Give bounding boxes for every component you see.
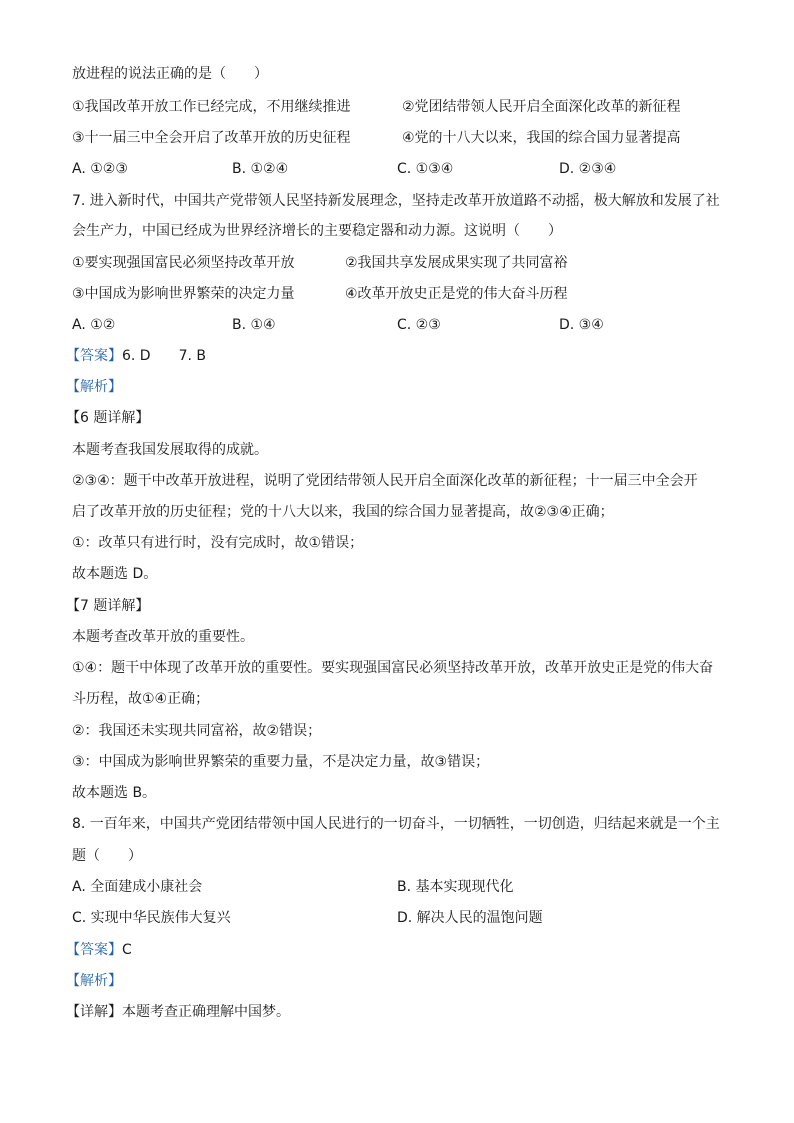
analysis-label-6-7: 【解析】 xyxy=(66,379,122,395)
q7-option-c: C. ②③ xyxy=(397,317,441,333)
detail-8-text: 本题考查正确理解中国梦。 xyxy=(122,1004,290,1020)
q8-option-c: C. 实现中华民族伟大复兴 xyxy=(72,910,231,926)
q6-option-d: D. ②③④ xyxy=(559,161,617,177)
answer-6-7 xyxy=(66,346,206,366)
detail-8 xyxy=(66,1002,290,1022)
q7-option-b: B. ①④ xyxy=(232,317,276,333)
q7-option-d: D. ③④ xyxy=(559,317,604,333)
q6-option-a: A. ①②③ xyxy=(72,161,128,177)
answer-label: 【答案】 xyxy=(66,348,122,364)
q6-option-b: B. ①②④ xyxy=(232,161,289,177)
q7-statement-3: ③中国成为影响世界繁荣的决定力量 xyxy=(72,286,295,302)
q6-statement-2: ②党团结带领人民开启全面深化改革的新征程 xyxy=(402,99,681,115)
q8-option-a: A. 全面建成小康社会 xyxy=(72,879,203,895)
q8-option-d: D. 解决人民的温饱问题 xyxy=(397,910,543,926)
detail-6-heading: 【6 题详解】 xyxy=(66,410,150,426)
detail-8-label: 【详解】 xyxy=(66,1004,122,1020)
detail-6-line: ①：改革只有进行时，没有完成时，故①错误； xyxy=(72,535,364,551)
detail-7-line: 斗历程，故①④正确； xyxy=(72,691,210,707)
q7-stem-line-2: 会生产力，中国已经成为世界经济增长的主要稳定器和动力源。这说明（ ） xyxy=(72,223,562,239)
q7-statement-2: ②我国共享发展成果实现了共同富裕 xyxy=(345,255,568,271)
detail-7-line: 故本题选 B。 xyxy=(72,785,157,801)
q6-statement-3: ③十一届三中全会开启了改革开放的历史征程 xyxy=(72,130,351,146)
detail-7-heading: 【7 题详解】 xyxy=(66,598,150,614)
answer-text: 6. D 7. B xyxy=(122,348,206,364)
q8-option-b: B. 基本实现现代化 xyxy=(397,879,514,895)
q6-option-c: C. ①③④ xyxy=(397,161,454,177)
q7-options xyxy=(72,315,722,335)
q6-statement-1: ①我国改革开放工作已经完成，不用继续推进 xyxy=(72,99,351,115)
q6-stem: 放进程的说法正确的是（ ） xyxy=(72,66,268,82)
q7-statement-1: ①要实现强国富民必须坚持改革开放 xyxy=(72,255,295,271)
detail-7-line: 本题考查改革开放的重要性。 xyxy=(72,629,254,645)
answer-text: C xyxy=(122,942,132,958)
detail-7-line: ②：我国还未实现共同富裕，故②错误； xyxy=(72,723,322,739)
q7-stem-line-1: 7. 进入新时代，中国共产党带领人民坚持新发展理念，坚持走改革开放道路不动摇，极大解放和发展了社 xyxy=(72,193,720,209)
answer-8 xyxy=(66,940,132,960)
q6-statement-4: ④党的十八大以来，我国的综合国力显著提高 xyxy=(402,130,681,146)
q8-stem-line-1: 8. 一百年来，中国共产党团结带领中国人民进行的一切奋斗，一切牺牲，一切创造，归结起来就是一个主 xyxy=(72,816,720,832)
detail-6-line: 本题考查我国发展取得的成就。 xyxy=(72,442,268,458)
detail-7-line: ③：中国成为影响世界繁荣的重要力量，不是决定力量，故③错误； xyxy=(72,754,490,770)
detail-7-line: ①④：题干中体现了改革开放的重要性。要实现强国富民必须坚持改革开放，改革开放史正是党的伟大奋 xyxy=(72,660,714,676)
detail-6-line: 故本题选 D。 xyxy=(72,566,158,582)
q8-stem-line-2: 题（ ） xyxy=(72,848,142,864)
q7-option-a: A. ①② xyxy=(72,317,116,333)
q6-options xyxy=(72,159,722,179)
detail-6-line: 启了改革开放的历史征程；党的十八大以来，我国的综合国力显著提高，故②③④正确； xyxy=(72,504,614,520)
analysis-label-8: 【解析】 xyxy=(66,973,122,989)
answer-label: 【答案】 xyxy=(66,942,122,958)
q7-statement-4: ④改革开放史正是党的伟大奋斗历程 xyxy=(345,286,568,302)
detail-6-line: ②③④：题干中改革开放进程，说明了党团结带领人民开启全面深化改革的新征程；十一届三中全会开 xyxy=(72,473,698,489)
